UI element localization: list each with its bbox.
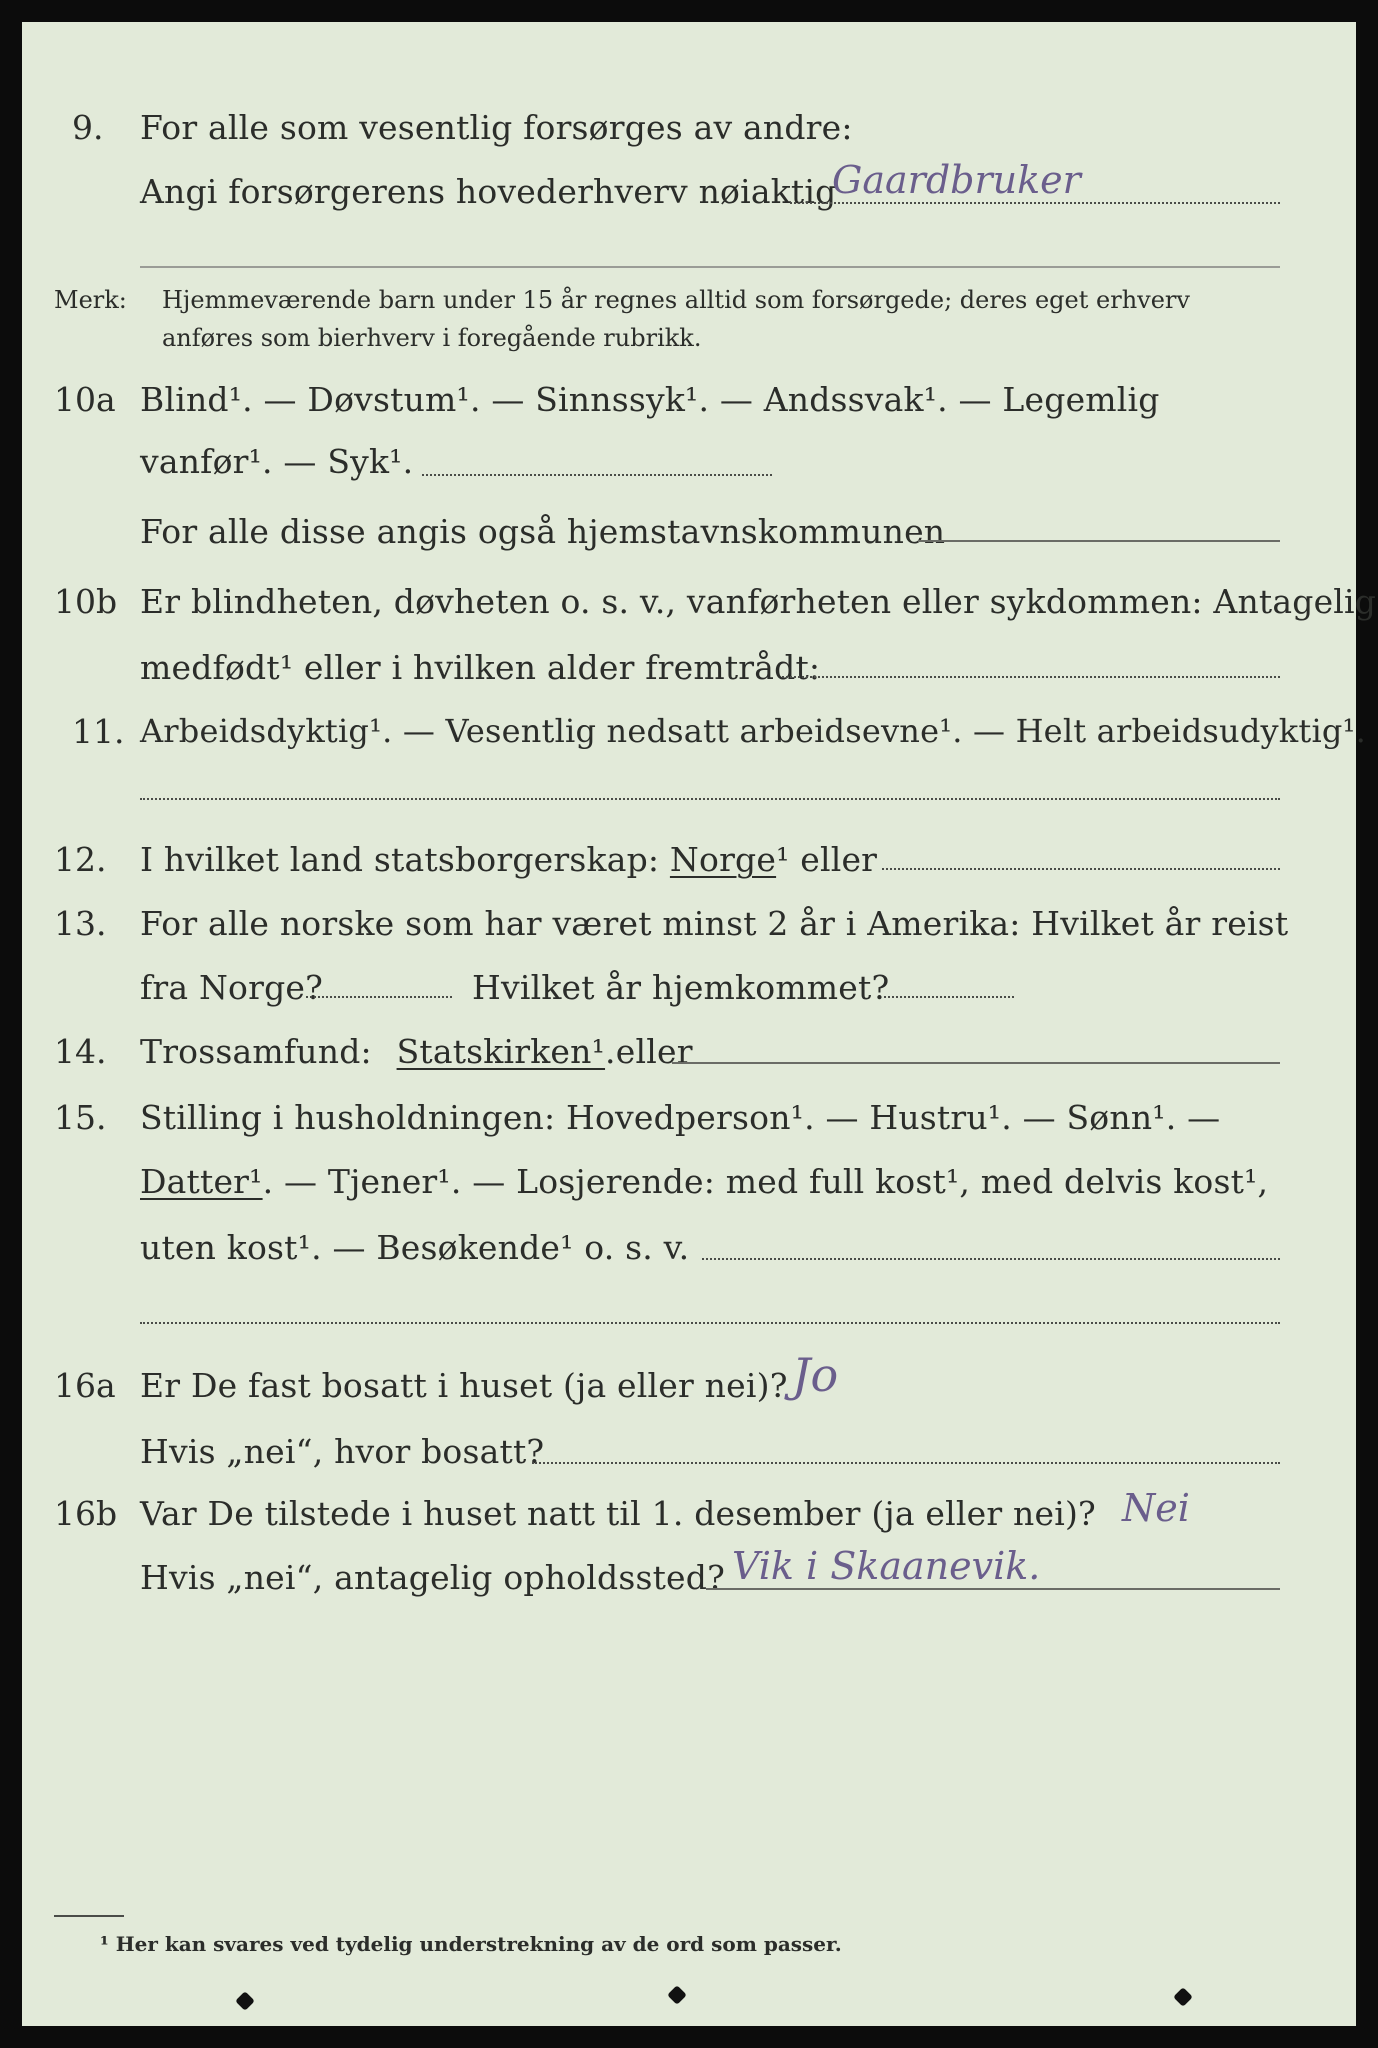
q15-extra-line [140, 1322, 1280, 1324]
q14-post: .eller [605, 1032, 693, 1071]
item-number-16a: 16a [54, 1366, 116, 1405]
q14-pre: Trossamfund: [140, 1032, 372, 1071]
q10a-hjemstavn-line [918, 540, 1280, 542]
q14-answer-line [672, 1062, 1280, 1064]
item-number-10b: 10b [54, 582, 118, 621]
merk-line1: Hjemmeværende barn under 15 år regnes alltid som forsørgede; deres eget erhverv [162, 286, 1190, 314]
q16b-answer-line [706, 1588, 1280, 1590]
divider [140, 266, 1280, 268]
q13-hjemkommet-line [884, 996, 1014, 998]
q9-line2: Angi forsørgerens hovederhverv nøiaktig [140, 172, 837, 211]
q15-line2 [140, 1162, 1268, 1201]
footnote: ¹ Her kan svares ved tydelig understrekning av de ord som passer. [100, 1932, 842, 1956]
q16b-line2: Hvis „nei“, antagelig opholdssted? [140, 1558, 725, 1597]
q10a-line3: For alle disse angis også hjemstavnskommunen [140, 512, 946, 551]
q10b-answer-line [782, 676, 1280, 678]
q10a-line1: Blind¹. — Døvstum¹. — Sinnssyk¹. — Andssvak¹. — Legemlig [140, 380, 1160, 419]
q13-line2a: fra Norge? [140, 968, 324, 1007]
q13-line2b: Hvilket år hjemkommet? [472, 968, 890, 1007]
item-number-11: 11. [72, 712, 125, 751]
q11-answer-line [140, 798, 1280, 800]
q13-reist-line [306, 996, 452, 998]
item-number-10a: 10a [54, 380, 116, 419]
q16b-handwritten-answer-1: Nei [1122, 1486, 1190, 1530]
q9-line1: For alle som vesentlig forsørges av andre: [140, 108, 853, 147]
printer-mark-center [667, 1985, 687, 2005]
q16a-answer-line [532, 1462, 1280, 1464]
q14-statskirken-underlined: Statskirken¹ [396, 1032, 606, 1071]
item-number-14: 14. [54, 1032, 107, 1071]
item-number-16b: 16b [54, 1494, 118, 1533]
q11-line1: Arbeidsdyktig¹. — Vesentlig nedsatt arbeidsevne¹. — Helt arbeidsudyktig¹. [140, 712, 1366, 750]
q16b-line1: Var De tilstede i huset natt til 1. desember (ja eller nei)? [140, 1494, 1096, 1533]
q16a-line1: Er De fast bosatt i huset (ja eller nei)? [140, 1366, 788, 1405]
q12-pre: I hvilket land statsborgerskap: [140, 840, 660, 879]
q16b-handwritten-answer-2: Vik i Skaanevik. [732, 1544, 1041, 1588]
q15-line2-rest: . — Tjener¹. — Losjerende: med full kost¹, med delvis kost¹, [262, 1162, 1269, 1201]
q10b-line1: Er blindheten, døvheten o. s. v., vanførheten eller sykdommen: Antagelig [140, 582, 1377, 621]
q15-line3: uten kost¹. — Besøkende¹ o. s. v. [140, 1228, 690, 1267]
merk-line2: anføres som bierhverv i foregående rubrikk. [162, 324, 702, 352]
q10a-syk-line [422, 474, 772, 476]
q13-line1: For alle norske som har været minst 2 år i Amerika: Hvilket år reist [140, 904, 1289, 943]
q10b-line2: medfødt¹ eller i hvilken alder fremtrådt: [140, 648, 821, 687]
item-number-12: 12. [54, 840, 107, 879]
q12-norge-underlined: Norge [669, 840, 777, 879]
census-form-page [22, 22, 1377, 2026]
q9-handwritten-answer: Gaardbruker [832, 158, 1081, 202]
q9-answer-line [790, 202, 1280, 204]
item-number-9: 9. [72, 108, 104, 147]
printer-mark-right [1173, 1987, 1193, 2007]
q15-line1: Stilling i husholdningen: Hovedperson¹. — Hustru¹. — Sønn¹. — [140, 1098, 1221, 1137]
item-number-13: 13. [54, 904, 107, 943]
q15-datter-underlined: Datter¹ [140, 1162, 263, 1201]
q12-post: ¹ eller [776, 840, 878, 879]
q15-answer-line [702, 1258, 1280, 1260]
q12-answer-line [882, 868, 1280, 870]
printer-mark-left [235, 1991, 255, 2011]
q12-line [140, 840, 877, 879]
q16a-handwritten-answer: Jo [792, 1348, 839, 1402]
q10a-line2: vanfør¹. — Syk¹. [140, 442, 414, 481]
q16a-line2: Hvis „nei“, hvor bosatt? [140, 1432, 545, 1471]
item-number-15: 15. [54, 1098, 107, 1137]
footnote-rule [54, 1915, 124, 1917]
q14-line [140, 1032, 693, 1071]
merk-label: Merk: [54, 286, 127, 314]
